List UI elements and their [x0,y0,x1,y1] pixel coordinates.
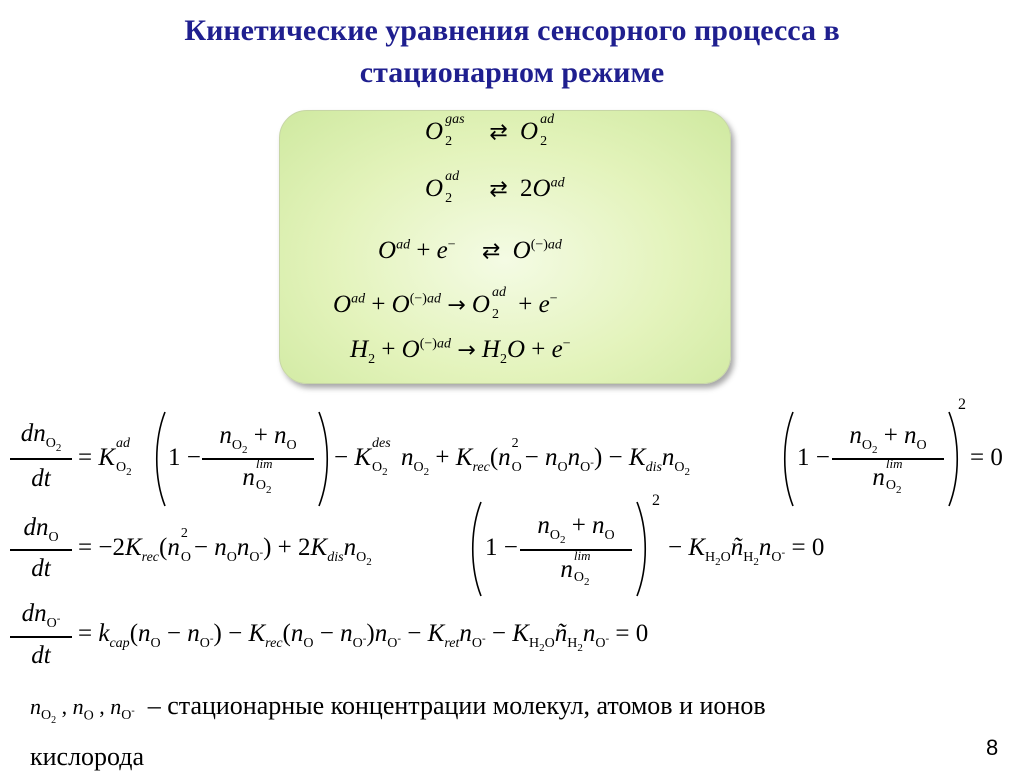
reaction-3: $O^{ad} + e^-$ ⇄ $O^{(-)ad}$ [378,237,562,264]
paren-right-1 [316,410,332,508]
footnote-line-2: кислорода [30,742,145,772]
reaction-5: $H_2 + O^{(-)ad} \to H_2O + e^-$ [350,336,571,367]
paren-left-2 [780,410,796,508]
paren-left-1 [152,410,168,508]
reaction-4: $O^{ad} + O^{(-)ad} \to O$ ad 2 + e− [333,285,558,322]
paren-right-3 [634,500,650,598]
page-number: 8 [986,735,999,760]
paren-left-3 [468,500,484,598]
slide-title [0,10,1024,94]
title-line-1: Кинетические уравнения сенсорного процесса в [184,14,840,47]
reaction-1: O gas 2 ⇄ O ad 2 [425,112,555,149]
footnote: $n_{O_2}$ , $n_O$ , $n_{O^-}$ – стационарные концентрации молекул, атомов и ионов кислорода [30,691,766,772]
title-line-2: стационарном режиме [359,56,665,89]
reaction-2: O ad 2 ⇄ $2O^{ad}$ [425,169,565,206]
footnote-line-1: – стационарные концентрации молекул, атомов и ионов [147,691,766,720]
paren-right-2 [946,410,962,508]
